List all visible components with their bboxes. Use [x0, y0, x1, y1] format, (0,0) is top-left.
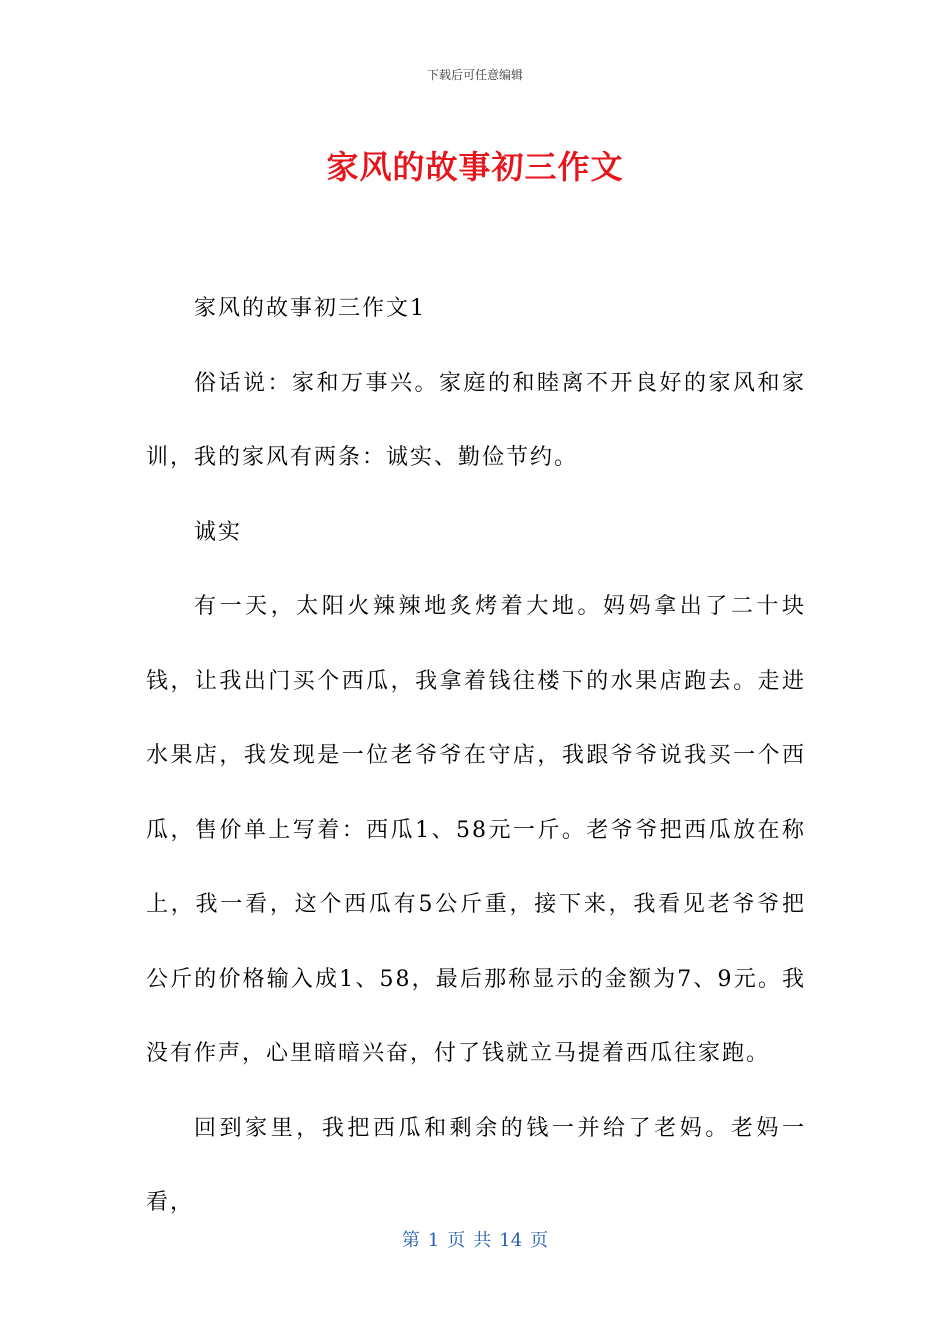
paragraph-section-heading: 诚实 — [194, 519, 243, 545]
footer-total-pages: 14 — [499, 1230, 523, 1251]
footer-suffix: 页 — [530, 1230, 549, 1251]
document-title: 家风的故事初三作文 — [326, 148, 624, 186]
footer-page-word: 页 — [447, 1230, 466, 1251]
paragraph-story: 有一天，太阳火辣辣地炙烤着大地。妈妈拿出了二十块钱，让我出门买个西瓜，我拿着钱往楼下的水果店跑去。走进水果店，我发现是一位老爷爷在守店，我跟爷爷说我买一个西瓜，售价单上写着：西瓜1、58元一斤。老爷爷把西瓜放在称上，我一看，这个西瓜有5公斤重，接下来，我看见老爷爷把公斤的价格输入成1、58，最后那称显示的金额为7、9元。我没有作声，心里暗暗兴奋，付了钱就立马提着西瓜往家跑。 — [146, 594, 806, 1066]
page-header-note: 下载后可任意编辑 — [426, 68, 523, 82]
footer-prefix: 第 — [401, 1230, 420, 1251]
document-body — [146, 272, 806, 1241]
page-footer — [0, 1226, 950, 1252]
paragraph-subtitle: 家风的故事初三作文1 — [194, 296, 426, 321]
paragraph-continuation: 回到家里，我把西瓜和剩余的钱一并给了老妈。老妈一看， — [146, 1115, 806, 1215]
footer-current-page: 1 — [427, 1230, 440, 1251]
footer-total-word: 共 — [473, 1230, 492, 1251]
paragraph-intro: 俗话说：家和万事兴。家庭的和睦离不开良好的家风和家训，我的家风有两条：诚实、勤俭节约。 — [146, 370, 806, 470]
